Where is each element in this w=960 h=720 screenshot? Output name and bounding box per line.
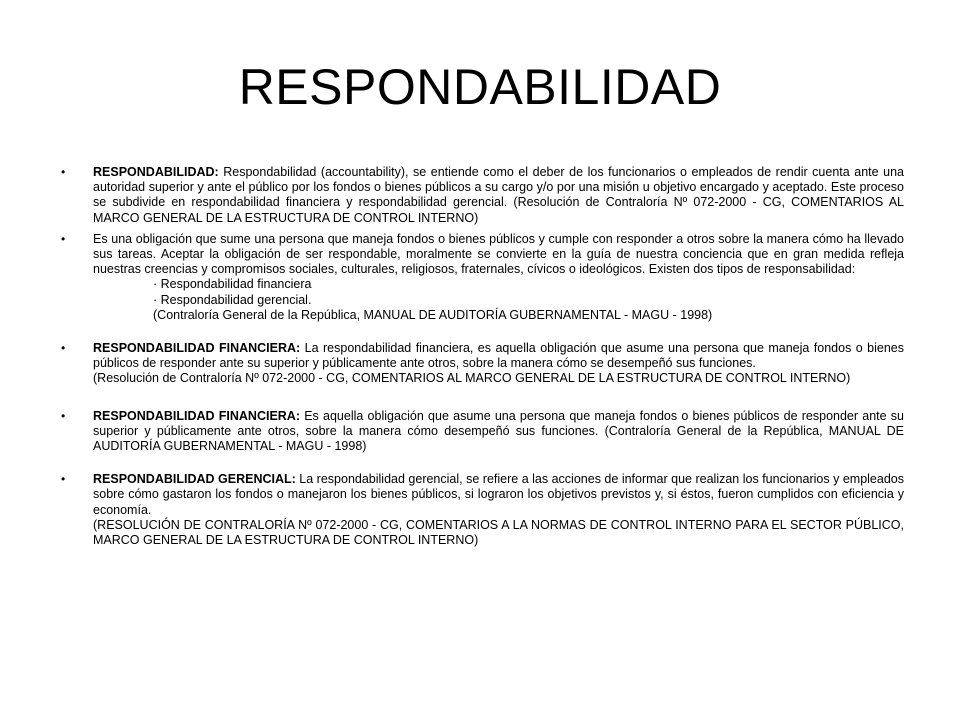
bullet-financial-1 [60, 341, 904, 387]
bullet-paragraph [93, 472, 904, 518]
bullet-text: Es aquella obligación que asume una persona que maneja fondos o bienes públicos de responder ante su superior y públicamente ante otros, sobre la manera cómo desempeñó sus funciones. (Contraloría General de la República, MANUAL DE AUDITORÍA GUBERNAMENTAL - MAGU - 1998) [93, 408, 905, 454]
bullet-definition [60, 165, 904, 226]
bullet-paragraph: Es una obligación que sume una persona que maneja fondos o bienes públicos y cumple con responder a otros sobre la manera cómo ha llevado sus tareas. Aceptar la obligación de ser respondable, moralmente se convierte en la guía de nuestra conciencia que en gran medida refleja nuestras creencias y compromisos sociales, culturales, religiosos, fraternales, cívicos o ideológicos. Existen dos tipos de responsabilidad: [93, 231, 904, 277]
bullet-paragraph [93, 409, 904, 455]
bullet-financial-2 [60, 409, 904, 455]
bullet-label: RESPONDABILIDAD FINANCIERA: [93, 408, 300, 423]
bullet-label: RESPONDABILIDAD FINANCIERA: [93, 341, 301, 356]
bullet-text: La respondabilidad gerencial, se refiere a las acciones de informar que realizan los funcionarios y empleados sobre cómo gastaron los fondos o manejaron los bienes públicos, si lograron los objetivos previstos y, si éstos, fueron cumplidos con eficiencia y economía. [93, 472, 904, 517]
list-item: (Contraloría General de la República, MANUAL DE AUDITORÍA GUBERNAMENTAL - MAGU - 1998) [153, 307, 713, 322]
bullet-text: La respondabilidad financiera, es aquella obligación que asume una persona que maneja fondos o bienes públicos de responder ante su superior y públicamente ante otros, sobre la manera cómo se desempeñó sus funciones. [93, 341, 904, 371]
bullet-reference: (RESOLUCIÓN DE CONTRALORÍA Nº 072-2000 - CG, COMENTARIOS A LA NORMAS DE CONTROL INTERNO PARA EL SECTOR PÚBLICO, MARCO GENERAL DE LA ESTRUCTURA DE CONTROL INTERNO) [93, 517, 904, 548]
slide-content [60, 165, 904, 548]
bullet-dot-icon: • [61, 231, 66, 246]
bullet-paragraph [93, 341, 904, 371]
bullet-paragraph [93, 165, 904, 226]
bullet-dot-icon: • [61, 472, 66, 487]
bullet-label: RESPONDABILIDAD GERENCIAL: [93, 472, 296, 487]
bullet-dot-icon: • [61, 408, 66, 423]
list-item: · Respondabilidad gerencial. [153, 292, 312, 307]
bullet-dot-icon: • [61, 165, 66, 179]
bullet-label: RESPONDABILIDAD: [93, 165, 219, 179]
bullet-reference: (Resolución de Contraloría Nº 072-2000 - CG, COMENTARIOS AL MARCO GENERAL DE LA ESTRUCTURA DE CONTROL INTERNO) [93, 371, 851, 386]
bullet-managerial [60, 472, 904, 548]
slide-title: RESPONDABILIDAD [238, 59, 722, 115]
bullet-text: Respondabilidad (accountability), se entiende como el deber de los funcionarios o empleados de rendir cuenta ante una autoridad superior y ante el público por los fondos o bienes públicos a su cargo y/o por una misión u objetivo encargado y aceptado. Este proceso se subdivide en respondabilidad financiera y respondabilidad gerencial. (Resolución de Contraloría Nº 072-2000 - CG, COMENTARIOS AL MARCO GENERAL DE LA ESTRUCTURA DE CONTROL INTERNO) [93, 165, 904, 225]
list-item: · Respondabilidad financiera [153, 277, 312, 292]
responsibility-types-list [93, 277, 904, 323]
bullet-dot-icon: • [61, 341, 66, 356]
bullet-obligation [60, 232, 904, 323]
